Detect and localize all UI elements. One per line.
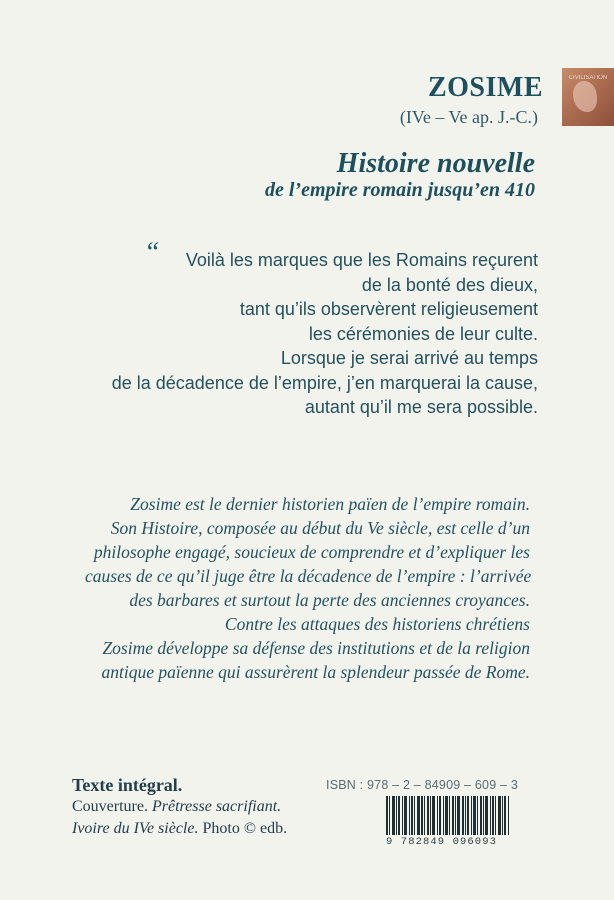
author-dates: (IVe – Ve ap. J.-C.) bbox=[399, 107, 538, 127]
barcode-bar bbox=[462, 796, 464, 835]
barcode-bar bbox=[398, 796, 400, 835]
barcode-bar bbox=[504, 796, 506, 835]
barcode-bar bbox=[455, 796, 456, 835]
barcode-bar bbox=[473, 796, 476, 835]
barcode-bar bbox=[414, 796, 415, 835]
blurb-line-8: antique païenne qui assurèrent la splendeur passée de Rome. bbox=[101, 662, 530, 682]
cover-thumbnail bbox=[562, 68, 614, 126]
photo-credit: edb. bbox=[259, 820, 288, 837]
barcode-bar bbox=[471, 796, 472, 835]
barcode-bar bbox=[432, 796, 435, 835]
cover-credit bbox=[72, 796, 287, 818]
barcode-bar bbox=[402, 796, 403, 835]
isbn-text: ISBN : 978 – 2 – 84909 – 609 – 3 bbox=[326, 778, 518, 792]
barcode-bar bbox=[392, 796, 395, 835]
thumbnail-text: CIVILISATION bbox=[568, 75, 608, 81]
barcode-bar bbox=[389, 796, 390, 835]
barcode-bar bbox=[452, 796, 454, 835]
quote-line-6: de la décadence de l’empire, j’en marquerai la cause, bbox=[111, 372, 538, 393]
barcode-bar bbox=[495, 796, 496, 835]
blurb-line-5: des barbares et surtout la perte des anciennes croyances. bbox=[129, 590, 530, 610]
quote-line-4: les cérémonies de leur culte. bbox=[308, 323, 538, 344]
barcode-bar bbox=[427, 796, 429, 835]
barcode-bar bbox=[409, 796, 410, 835]
barcode-bar bbox=[449, 796, 450, 835]
barcode bbox=[386, 796, 518, 835]
blurb-line-7: Zosime développe sa défense des institutions et de la religion bbox=[102, 638, 530, 658]
barcode-bar bbox=[437, 796, 438, 835]
blurb-line-4: causes de ce qu’il juge être la décadence de l’empire : l’arrivée bbox=[85, 566, 532, 586]
barcode-bar bbox=[404, 796, 407, 835]
barcode-bar bbox=[417, 796, 420, 835]
blurb-line-6: Contre les attaques des historiens chrétiens bbox=[224, 614, 530, 634]
photo-label: Photo © bbox=[202, 820, 256, 837]
summary-blurb bbox=[85, 492, 530, 684]
barcode-bar bbox=[465, 796, 466, 835]
quote-line-3: tant qu’ils observèrent religieusement bbox=[239, 299, 538, 319]
book-subtitle: Histoire nouvelle bbox=[336, 148, 535, 179]
footer-credits bbox=[72, 775, 287, 840]
barcode-bar bbox=[467, 796, 469, 835]
barcode-bar bbox=[396, 796, 397, 835]
blurb-line-3: philosophe engagé, soucieux de comprendre et d’expliquer les bbox=[93, 542, 530, 562]
barcode-bar bbox=[445, 796, 448, 835]
quote-line-5: Lorsque je serai arrivé au temps bbox=[280, 348, 538, 368]
quote-line-1-text: oilà les marques que les Romains reçurent bbox=[196, 250, 538, 270]
quote-mark: “ bbox=[144, 237, 160, 268]
barcode-bar bbox=[498, 796, 501, 835]
barcode-bar bbox=[492, 796, 494, 835]
blurb-line-1: Zosime est le dernier historien païen de l’empire romain. bbox=[130, 494, 530, 514]
cover-title: Prêtresse sacrifiant. bbox=[151, 798, 282, 815]
barcode-bar bbox=[411, 796, 413, 835]
blurb-line-2: Son Histoire, composée au début du Ve siècle, est celle d’un bbox=[110, 518, 530, 538]
quote-lead-letter: V bbox=[185, 250, 197, 270]
book-title: ZOSIME bbox=[427, 72, 543, 103]
quote-line-1 bbox=[108, 248, 538, 273]
cover-detail-line bbox=[72, 818, 287, 840]
barcode-bar bbox=[421, 796, 423, 835]
barcode-bar bbox=[502, 796, 503, 835]
barcode-bar bbox=[477, 796, 478, 835]
barcode-number: 9 782849 096093 bbox=[386, 836, 498, 848]
quote-line-7: autant qu’il me sera possible. bbox=[304, 397, 538, 417]
barcode-bar bbox=[490, 796, 491, 835]
barcode-bar bbox=[508, 796, 509, 835]
barcode-bar bbox=[457, 796, 460, 835]
book-subtitle-detail: de l’empire romain jusqu’en 410 bbox=[264, 179, 535, 201]
barcode-bar bbox=[430, 796, 431, 835]
barcode-bar bbox=[483, 796, 484, 835]
barcode-bar bbox=[480, 796, 482, 835]
edition-label: Texte intégral. bbox=[72, 775, 183, 795]
barcode-bar bbox=[439, 796, 441, 835]
barcode-bar bbox=[485, 796, 488, 835]
quote-line-2: de la bonté des dieux, bbox=[361, 274, 538, 295]
cover-label: Couverture. bbox=[72, 798, 148, 815]
barcode-bar bbox=[424, 796, 425, 835]
barcode-bar bbox=[443, 796, 444, 835]
barcode-bar bbox=[386, 796, 388, 835]
quote-block bbox=[108, 248, 538, 420]
cover-detail: Ivoire du IVe siècle. bbox=[72, 820, 199, 837]
